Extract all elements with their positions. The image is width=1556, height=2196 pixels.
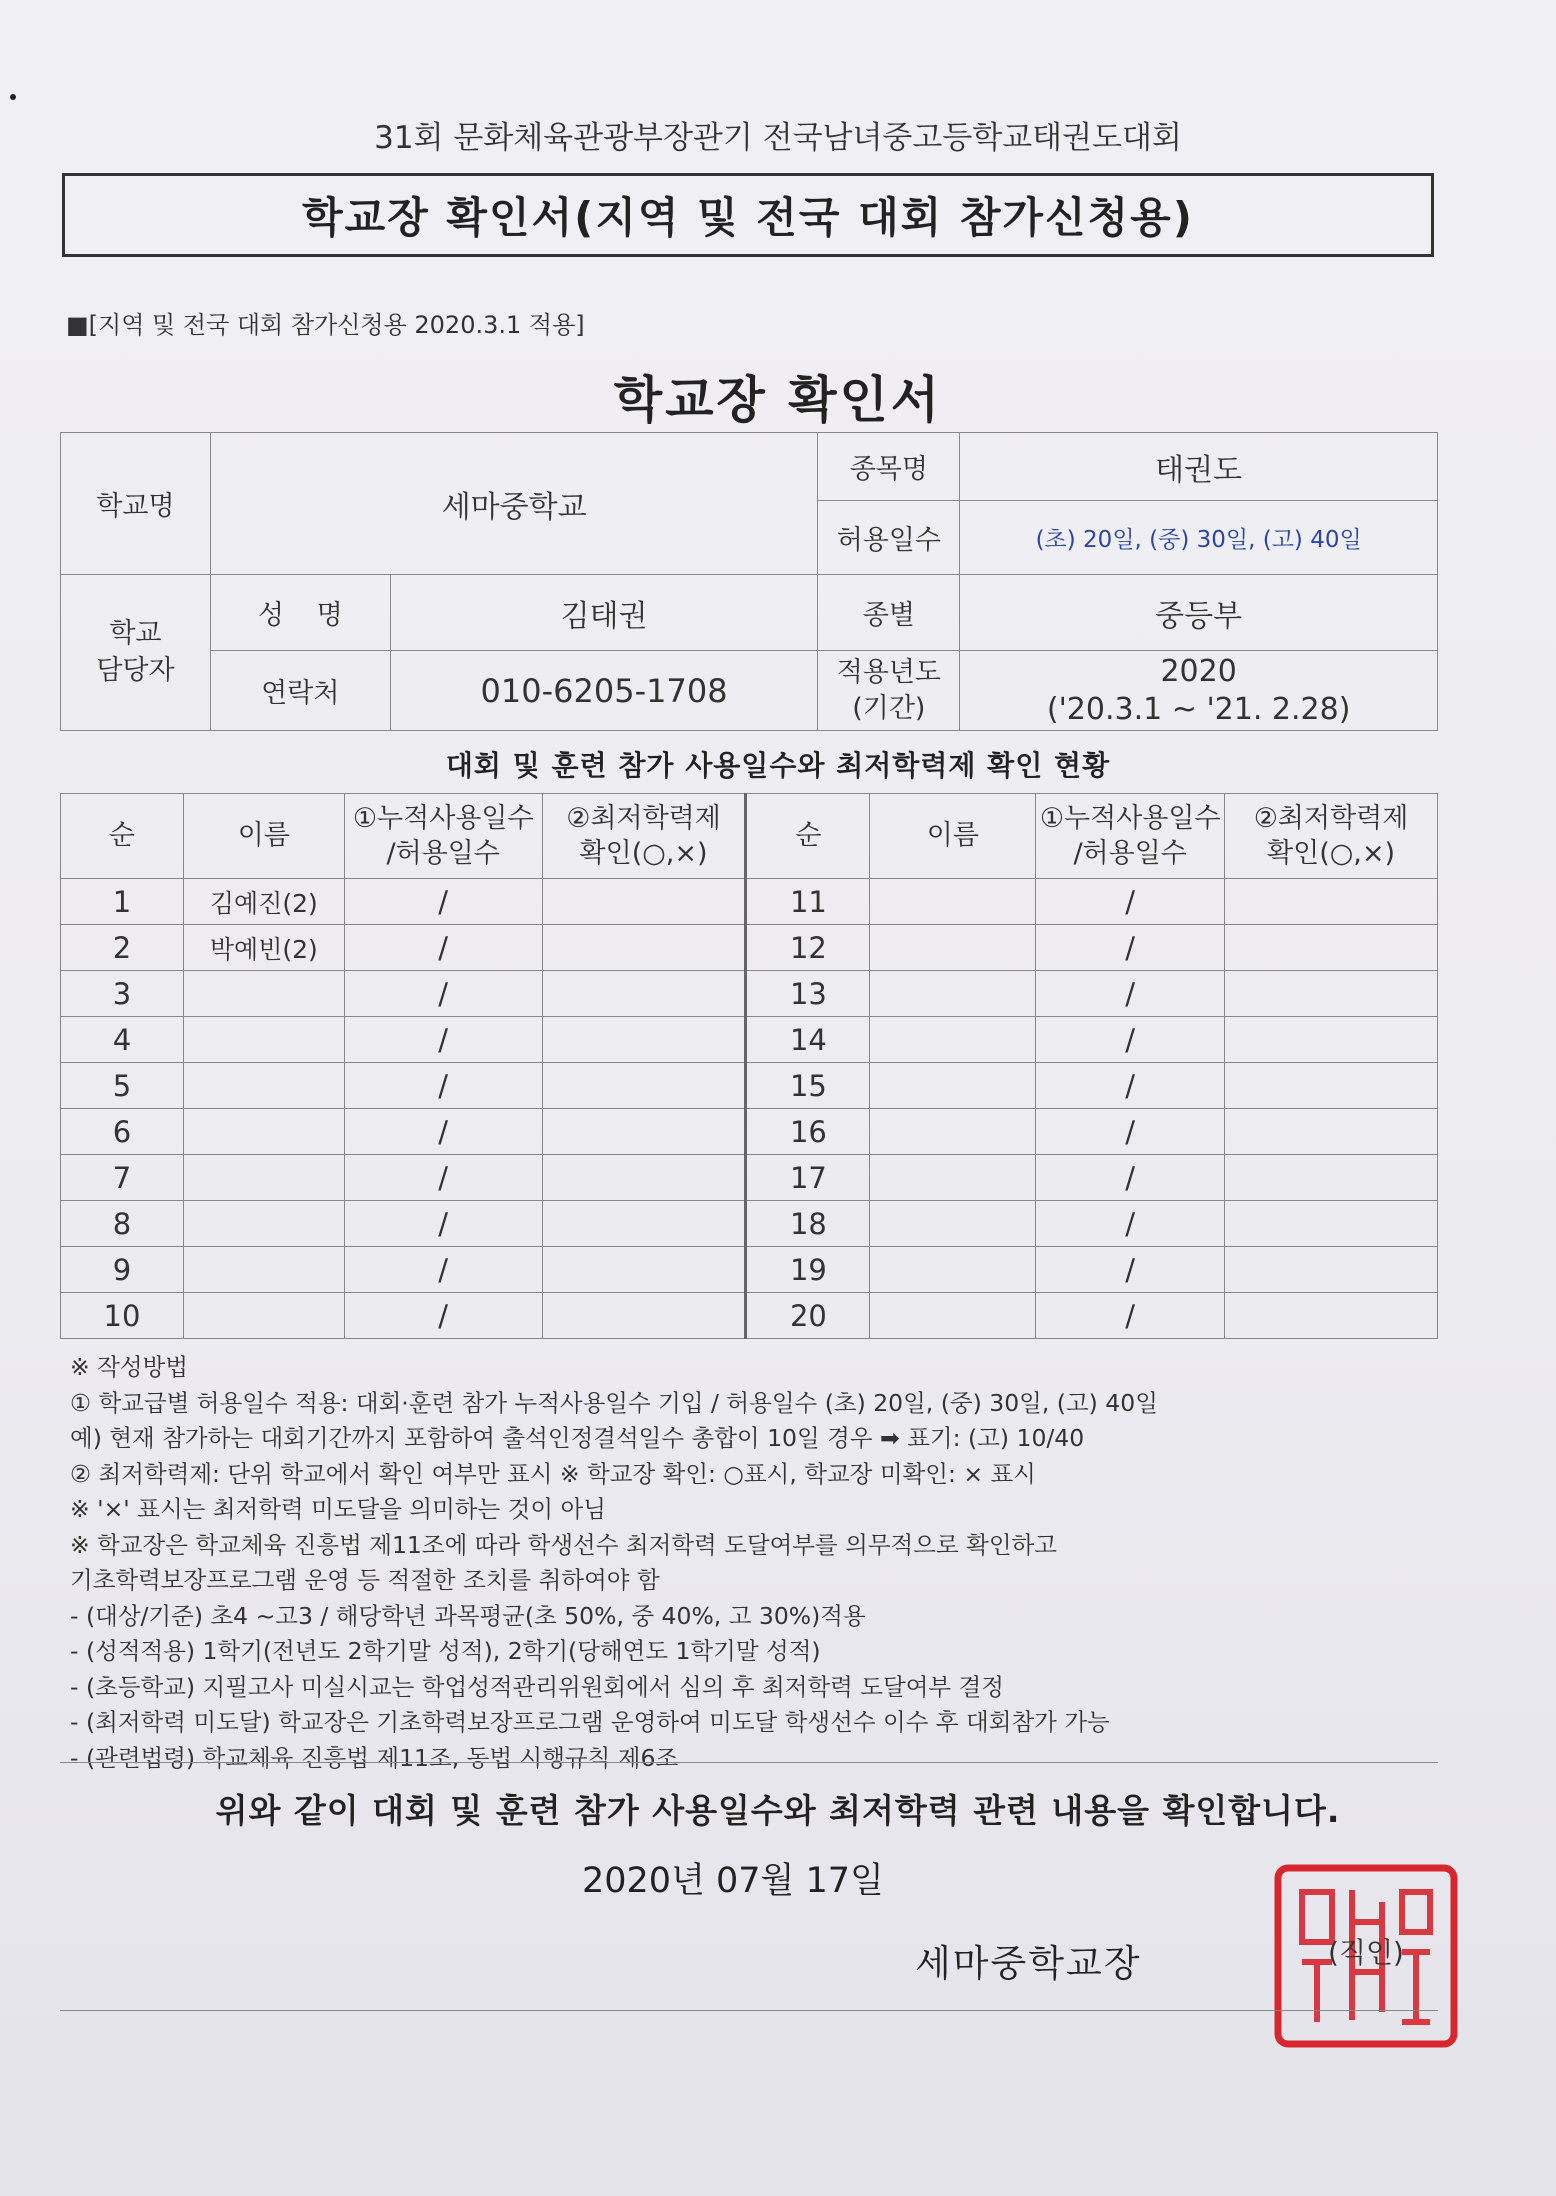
division-label: 종별 (818, 575, 960, 651)
period-value: ('20.3.1 ~ '21. 2.28) (1046, 691, 1351, 727)
row-no: 1 (61, 879, 184, 925)
manager-name: 김태권 (390, 575, 818, 651)
row-name (183, 971, 344, 1017)
row-days: / (344, 971, 542, 1017)
row-name-right (870, 925, 1036, 971)
row-name (183, 1293, 344, 1339)
row-check-right (1225, 925, 1438, 971)
row-days: / (344, 925, 542, 971)
row-no: 4 (61, 1017, 184, 1063)
table-row (61, 1247, 1438, 1293)
row-no-right: 13 (746, 971, 870, 1017)
info-table (60, 432, 1438, 731)
row-no: 10 (61, 1293, 184, 1339)
row-check-right (1225, 1247, 1438, 1293)
row-check (542, 1247, 746, 1293)
row-days: / (344, 1155, 542, 1201)
table-row (61, 971, 1438, 1017)
instruction-line: ※ '×' 표시는 최저학력 미도달을 의미하는 것이 아님 (70, 1495, 606, 1523)
row-days: / (344, 1109, 542, 1155)
col-name-right: 이름 (870, 794, 1036, 879)
form-title-box (62, 173, 1434, 257)
row-check (542, 1201, 746, 1247)
instruction-line: - (최저학력 미도달) 학교장은 기초학력보장프로그램 운영하여 미도달 학생선수 이수 후 대회참가 가능 (70, 1708, 1110, 1736)
bottom-divider (60, 2010, 1438, 2011)
row-check-right (1225, 1017, 1438, 1063)
row-check (542, 971, 746, 1017)
event-label: 종목명 (818, 433, 960, 501)
instruction-line: ※ 학교장은 학교체육 진흥법 제11조에 따라 학생선수 최저학력 도달여부를 의무적으로 확인하고 (70, 1530, 1057, 1559)
row-name (183, 1017, 344, 1063)
row-days-right: / (1036, 1293, 1225, 1339)
school-label: 학교명 (61, 433, 211, 575)
row-name-right (870, 879, 1036, 925)
table-row (61, 1155, 1438, 1201)
instruction-line: - (대상/기준) 초4 ~고3 / 해당학년 과목평균(초 50%, 중 40%, 고 30%)적용 (70, 1601, 866, 1630)
table-row (61, 925, 1438, 971)
instructions (70, 1350, 1470, 1776)
col-days: ①누적사용일수 /허용일수 (344, 794, 542, 879)
instruction-line: - (관련법령) 학교체육 진흥법 제11조, 동법 시행규칙 제6조 (70, 1743, 679, 1772)
school-name: 세마중학교 (210, 433, 818, 575)
confirmation-statement: 위와 같이 대회 및 훈련 참가 사용일수와 최저학력 관련 내용을 확인합니다. (215, 1791, 1341, 1830)
row-name-right (870, 1155, 1036, 1201)
row-days-right: / (1036, 1201, 1225, 1247)
row-days: / (344, 1201, 542, 1247)
instruction-line: ① 학교급별 허용일수 적용: 대회·훈련 참가 누적사용일수 기입 / 허용일수 (초) 20일, (중) 30일, (고) 40일 (70, 1388, 1158, 1417)
instruction-line: - (성적적용) 1학기(전년도 2학기말 성적), 2학기(당해연도 1학기말 성적) (70, 1637, 821, 1665)
row-name (183, 1201, 344, 1247)
table-row (61, 1293, 1438, 1339)
row-name-right (870, 1017, 1036, 1063)
row-check (542, 1063, 746, 1109)
row-no-right: 16 (746, 1109, 870, 1155)
document-title: 학교장 확인서 (613, 371, 943, 429)
row-check-right (1225, 1293, 1438, 1339)
row-days: / (344, 1063, 542, 1109)
row-no-right: 17 (746, 1155, 870, 1201)
row-name-right (870, 971, 1036, 1017)
allowed-label: 허용일수 (818, 501, 960, 575)
table-row (61, 1017, 1438, 1063)
row-no-right: 18 (746, 1201, 870, 1247)
speck (10, 94, 16, 100)
event-value: 태권도 (960, 433, 1438, 501)
manager-label: 학교 담당자 (61, 575, 211, 731)
row-days-right: / (1036, 879, 1225, 925)
row-check (542, 1109, 746, 1155)
official-seal (1272, 1862, 1460, 2050)
row-check (542, 1293, 746, 1339)
row-name (183, 1063, 344, 1109)
row-days-right: / (1036, 971, 1225, 1017)
row-no: 5 (61, 1063, 184, 1109)
row-no: 2 (61, 925, 184, 971)
row-days-right: / (1036, 1017, 1225, 1063)
row-check (542, 879, 746, 925)
row-days-right: / (1036, 1109, 1225, 1155)
row-check (542, 1155, 746, 1201)
seal-mark: (직인) (1328, 1936, 1404, 1969)
row-no: 9 (61, 1247, 184, 1293)
instruction-line: ② 최저학력제: 단위 학교에서 확인 여부만 표시 ※ 학교장 확인: ○표시, 학교장 미확인: × 표시 (70, 1459, 1036, 1488)
row-no-right: 14 (746, 1017, 870, 1063)
row-days: / (344, 1293, 542, 1339)
instruction-line: - (초등학교) 지필고사 미실시교는 학업성적관리위원회에서 심의 후 최저학력 도달여부 결정 (70, 1672, 1004, 1701)
row-check (542, 925, 746, 971)
table-row (61, 1063, 1438, 1109)
row-days-right: / (1036, 1247, 1225, 1293)
row-check-right (1225, 1063, 1438, 1109)
row-no-right: 19 (746, 1247, 870, 1293)
row-name-right (870, 1063, 1036, 1109)
competition-title: 31회 문화체육관광부장관기 전국남녀중고등학교태권도대회 (374, 120, 1182, 156)
instruction-line: 기초학력보장프로그램 운영 등 적절한 조치를 취하여야 함 (70, 1566, 660, 1594)
row-name (183, 1247, 344, 1293)
row-days: / (344, 879, 542, 925)
year-cell (960, 651, 1438, 731)
row-no: 7 (61, 1155, 184, 1201)
participant-table (60, 793, 1438, 1339)
row-check-right (1225, 1155, 1438, 1201)
col-check: ②최저학력제 확인(○,×) (542, 794, 746, 879)
row-name: 박예빈(2) (183, 925, 344, 971)
table-row (61, 879, 1438, 925)
row-no-right: 20 (746, 1293, 870, 1339)
divider (60, 1762, 1438, 1763)
year-label: 적용년도 (기간) (818, 651, 960, 731)
row-no-right: 15 (746, 1063, 870, 1109)
row-days: / (344, 1247, 542, 1293)
row-name (183, 1155, 344, 1201)
row-name (183, 1109, 344, 1155)
contact-value: 010-6205-1708 (390, 651, 818, 731)
row-no: 8 (61, 1201, 184, 1247)
row-days-right: / (1036, 925, 1225, 971)
row-check-right (1225, 1109, 1438, 1155)
col-days-right: ①누적사용일수 /허용일수 (1036, 794, 1225, 879)
contact-label: 연락처 (210, 651, 390, 731)
col-check-right: ②최저학력제 확인(○,×) (1225, 794, 1438, 879)
form-title: 학교장 확인서(지역 및 전국 대회 참가신청용) (302, 193, 1194, 242)
row-days: / (344, 1017, 542, 1063)
row-check-right (1225, 971, 1438, 1017)
row-name: 김예진(2) (183, 879, 344, 925)
issue-date: 2020년 07월 17일 (582, 1861, 884, 1901)
row-name-right (870, 1109, 1036, 1155)
col-no: 순 (61, 794, 184, 879)
row-name-right (870, 1201, 1036, 1247)
row-name-right (870, 1293, 1036, 1339)
row-check-right (1225, 1201, 1438, 1247)
row-check (542, 1017, 746, 1063)
instruction-line: 예) 현재 참가하는 대회기간까지 포함하여 출석인정결석일수 총합이 10일 경우 ➡ 표기: (고) 10/40 (70, 1424, 1085, 1452)
row-days-right: / (1036, 1155, 1225, 1201)
table-row (61, 1201, 1438, 1247)
row-no: 3 (61, 971, 184, 1017)
col-name: 이름 (183, 794, 344, 879)
instruction-line: ※ 작성방법 (70, 1353, 188, 1381)
name-label: 성 명 (210, 575, 390, 651)
row-no: 6 (61, 1109, 184, 1155)
signer-name: 세마중학교장 (915, 1942, 1142, 1985)
allowed-value: (초) 20일, (중) 30일, (고) 40일 (960, 501, 1438, 575)
list-title: 대회 및 훈련 참가 사용일수와 최저학력제 확인 현황 (445, 749, 1111, 782)
division-value: 중등부 (960, 575, 1438, 651)
table-row (61, 1109, 1438, 1155)
col-no-right: 순 (746, 794, 870, 879)
row-days-right: / (1036, 1063, 1225, 1109)
year-value: 2020 (1160, 654, 1237, 689)
row-name-right (870, 1247, 1036, 1293)
application-note: ■[지역 및 전국 대회 참가신청용 2020.3.1 적용] (66, 311, 585, 339)
row-check-right (1225, 879, 1438, 925)
row-no-right: 12 (746, 925, 870, 971)
row-no-right: 11 (746, 879, 870, 925)
